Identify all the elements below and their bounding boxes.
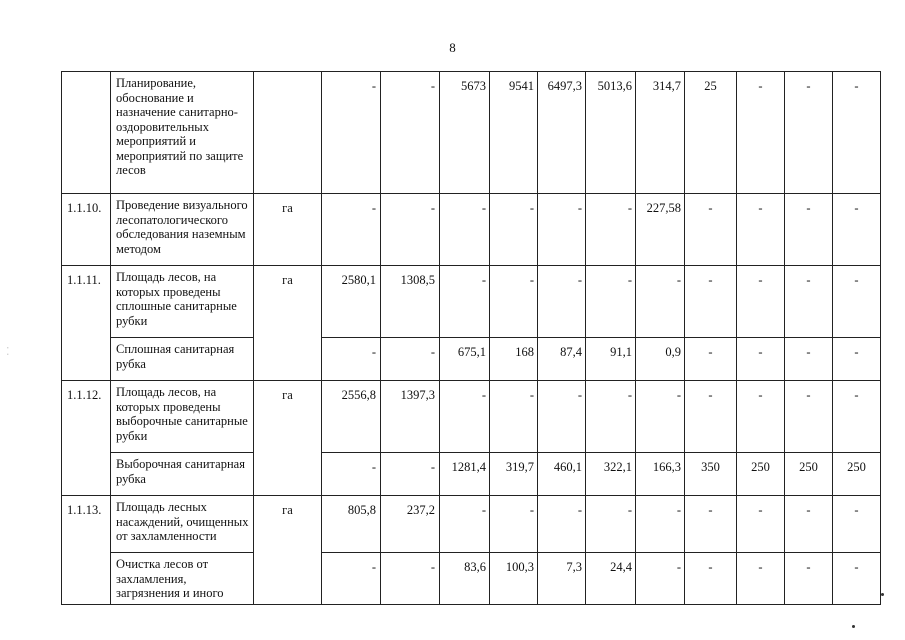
value-cell: - [586,266,636,338]
value-cell: - [586,194,636,266]
unit-cell [254,72,322,194]
page-number: 8 [449,40,456,55]
table-row [62,381,881,453]
value-cell: 166,3 [636,453,685,496]
item-code-cell: 1.1.13. [62,496,111,605]
table-row [62,194,881,266]
value-cell: - [538,496,586,553]
table-row [62,496,881,553]
item-name-cell: Площадь лесов, на которых проведены выборочные санитарные рубки [111,381,254,453]
value-cell: 314,7 [636,72,685,194]
value-cell: 7,3 [538,553,586,605]
value-cell: - [785,338,833,381]
value-cell: - [737,338,785,381]
value-cell: - [785,496,833,553]
value-cell: - [490,381,538,453]
value-cell: - [538,194,586,266]
value-cell: - [322,453,381,496]
value-cell: - [833,553,881,605]
value-cell: - [322,194,381,266]
value-cell: - [440,496,490,553]
value-cell: - [586,496,636,553]
value-cell: - [381,194,440,266]
item-name-cell: Проведение визуального лесопатологического обследования наземным методом [111,194,254,266]
table-row [62,72,881,194]
value-cell: 237,2 [381,496,440,553]
value-cell: - [685,266,737,338]
value-cell: - [538,266,586,338]
subitem-name-cell: Сплошная санитарная рубка [111,338,254,381]
value-cell: - [785,194,833,266]
item-name-cell: Планирование, обоснование и назначение санитарно-оздоровительных мероприятий и мероприятий по защите лесов [111,72,254,194]
value-cell: 83,6 [440,553,490,605]
value-cell: - [381,553,440,605]
item-code-cell: 1.1.10. [62,194,111,266]
value-cell: - [833,72,881,194]
value-cell: - [685,496,737,553]
value-cell: 460,1 [538,453,586,496]
value-cell: - [737,72,785,194]
value-cell: 0,9 [636,338,685,381]
value-cell: 9541 [490,72,538,194]
value-cell: - [381,453,440,496]
value-cell: - [440,266,490,338]
value-cell: - [833,381,881,453]
value-cell: 1281,4 [440,453,490,496]
value-cell: - [322,553,381,605]
value-cell: 5013,6 [586,72,636,194]
value-cell: - [833,266,881,338]
value-cell: - [685,194,737,266]
unit-cell: га [254,194,322,266]
value-cell: 250 [833,453,881,496]
value-cell: 5673 [440,72,490,194]
unit-cell: га [254,381,322,496]
value-cell: - [737,381,785,453]
value-cell: - [440,194,490,266]
value-cell: 1397,3 [381,381,440,453]
value-cell: - [685,553,737,605]
value-cell: - [381,72,440,194]
value-cell: - [636,266,685,338]
value-cell: 91,1 [586,338,636,381]
scan-speck [852,625,855,628]
value-cell: - [737,194,785,266]
item-code-cell [62,72,111,194]
scan-artifact: ⁚ [6,346,10,358]
value-cell: - [322,72,381,194]
table-row [62,266,881,338]
subitem-name-cell: Выборочная санитарная рубка [111,453,254,496]
value-cell: 100,3 [490,553,538,605]
value-cell: - [538,381,586,453]
value-cell: - [636,553,685,605]
value-cell: - [785,72,833,194]
value-cell: 350 [685,453,737,496]
value-cell: 2580,1 [322,266,381,338]
scan-speck [881,593,884,596]
subitem-name-cell: Очистка лесов от захламления, загрязнения и иного [111,553,254,605]
unit-cell: га [254,496,322,605]
value-cell: 319,7 [490,453,538,496]
value-cell: - [440,381,490,453]
value-cell: - [737,266,785,338]
item-name-cell: Площадь лесов, на которых проведены сплошные санитарные рубки [111,266,254,338]
value-cell: - [381,338,440,381]
unit-cell: га [254,266,322,381]
value-cell: - [490,496,538,553]
table-subrow [62,553,881,605]
table-body [62,72,881,605]
value-cell: 168 [490,338,538,381]
value-cell: - [636,496,685,553]
forest-measures-table [61,71,881,605]
value-cell: - [685,338,737,381]
value-cell: 87,4 [538,338,586,381]
value-cell: 675,1 [440,338,490,381]
value-cell: - [833,338,881,381]
value-cell: 6497,3 [538,72,586,194]
value-cell: 25 [685,72,737,194]
value-cell: - [322,338,381,381]
table-subrow [62,453,881,496]
value-cell: 1308,5 [381,266,440,338]
value-cell: - [833,496,881,553]
value-cell: - [785,381,833,453]
item-name-cell: Площадь лесных насаждений, очищенных от захламленности [111,496,254,553]
value-cell: 805,8 [322,496,381,553]
value-cell: 250 [785,453,833,496]
value-cell: - [636,381,685,453]
value-cell: - [785,266,833,338]
value-cell: 322,1 [586,453,636,496]
item-code-cell: 1.1.11. [62,266,111,381]
value-cell: 250 [737,453,785,496]
value-cell: - [737,496,785,553]
value-cell: 24,4 [586,553,636,605]
value-cell: - [490,266,538,338]
value-cell: - [737,553,785,605]
value-cell: 227,58 [636,194,685,266]
value-cell: - [833,194,881,266]
value-cell: - [785,553,833,605]
value-cell: - [490,194,538,266]
item-code-cell: 1.1.12. [62,381,111,496]
value-cell: 2556,8 [322,381,381,453]
value-cell: - [685,381,737,453]
table-subrow [62,338,881,381]
value-cell: - [586,381,636,453]
